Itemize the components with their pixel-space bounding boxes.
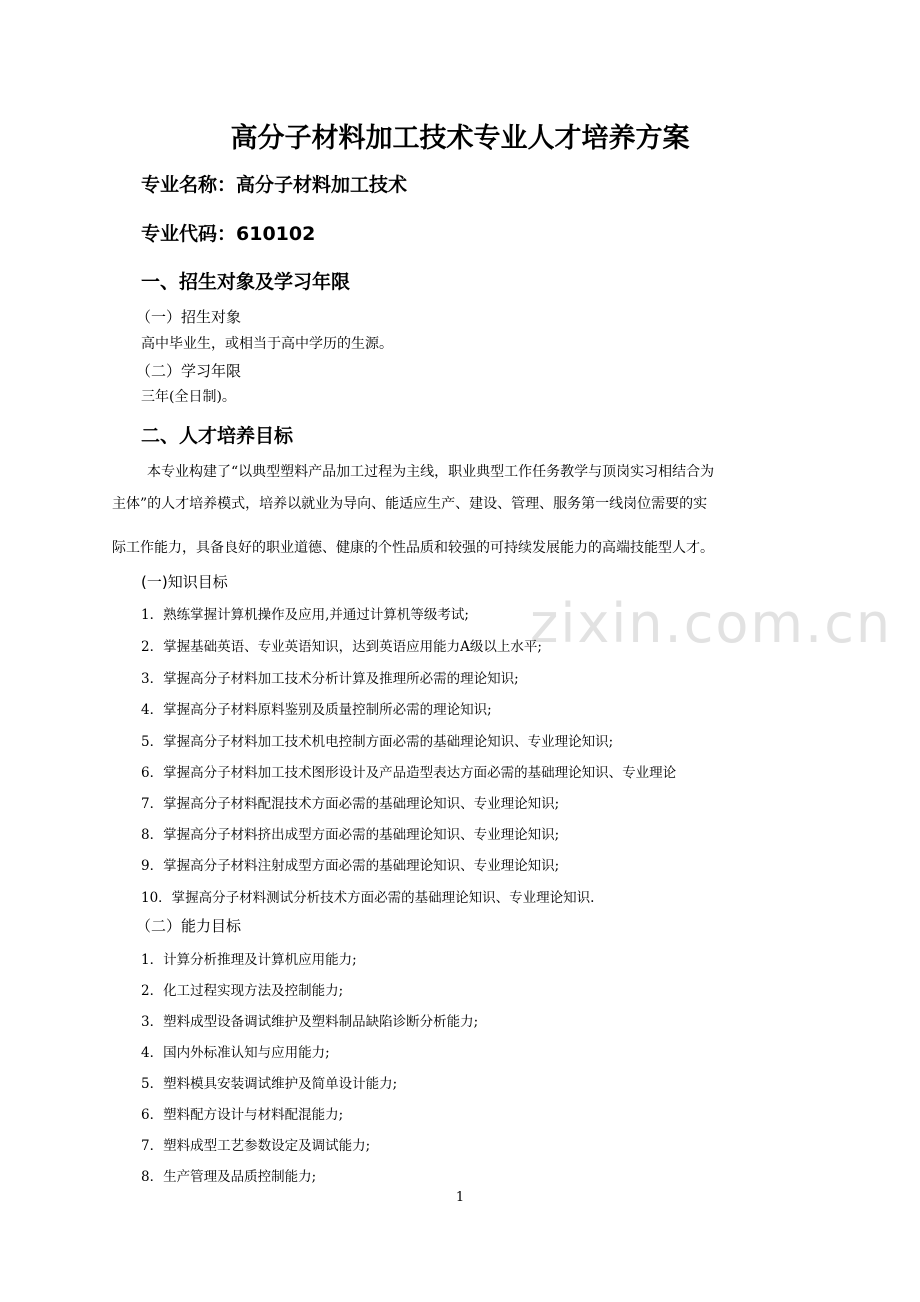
knowledge-item: 9．掌握高分子材料注射成型方面必需的基础理论知识、专业理论知识; [141, 858, 560, 874]
ability-item: 4．国内外标准认知与应用能力; [141, 1045, 330, 1061]
document-title: 高分子材料加工技术专业人才培养方案 [230, 123, 690, 154]
page-number: 1 [455, 1190, 465, 1205]
watermark: zixin.com.cn [530, 592, 893, 655]
major-code: 专业代码：610102 [141, 223, 316, 245]
section1-sub2-heading: （二）学习年限 [136, 362, 242, 380]
ability-item: 3．塑料成型设备调试维护及塑料制品缺陷诊断分析能力; [141, 1014, 479, 1030]
section1-sub2-text: 三年(全日制)。 [141, 389, 236, 405]
section1-sub1-heading: （一）招生对象 [136, 308, 242, 326]
knowledge-item: 4．掌握高分子材料原料鉴别及质量控制所必需的理论知识; [141, 702, 492, 718]
knowledge-item: 8．掌握高分子材料挤出成型方面必需的基础理论知识、专业理论知识; [141, 827, 560, 843]
section1-sub1-text: 高中毕业生，或相当于高中学历的生源。 [141, 336, 393, 352]
knowledge-item: 2．掌握基础英语、专业英语知识，达到英语应用能力A级以上水平; [141, 639, 542, 655]
ability-item: 2．化工过程实现方法及控制能力; [141, 983, 344, 999]
section2-paragraph-line: 际工作能力，具备良好的职业道德、健康的个性品质和较强的可持续发展能力的高端技能型人才。 [112, 540, 714, 556]
ability-heading: （二）能力目标 [136, 917, 242, 935]
knowledge-item: 3．掌握高分子材料加工技术分析计算及推理所必需的理论知识; [141, 671, 519, 687]
ability-item: 6．塑料配方设计与材料配混能力; [141, 1107, 344, 1123]
knowledge-heading: (一)知识目标 [141, 573, 228, 591]
major-name: 专业名称：高分子材料加工技术 [141, 174, 408, 196]
knowledge-item: 5．掌握高分子材料加工技术机电控制方面必需的基础理论知识、专业理论知识; [141, 734, 614, 750]
knowledge-item: 6．掌握高分子材料加工技术图形设计及产品造型表达方面必需的基础理论知识、专业理论 [141, 765, 677, 781]
section2-heading: 二、人才培养目标 [141, 425, 294, 447]
knowledge-item: 10．掌握高分子材料测试分析技术方面必需的基础理论知识、专业理论知识. [141, 890, 595, 906]
section1-heading: 一、招生对象及学习年限 [141, 271, 351, 293]
section2-paragraph-line: 主体”的人才培养模式，培养以就业为导向、能适应生产、建设、管理、服务第一线岗位需要的实 [112, 496, 708, 512]
ability-item: 1．计算分析推理及计算机应用能力; [141, 952, 357, 968]
knowledge-item: 7．掌握高分子材料配混技术方面必需的基础理论知识、专业理论知识; [141, 796, 560, 812]
ability-item: 7．塑料成型工艺参数设定及调试能力; [141, 1138, 371, 1154]
ability-item: 8．生产管理及品质控制能力; [141, 1169, 317, 1185]
section2-paragraph-line: 本专业构建了“以典型塑料产品加工过程为主线，职业典型工作任务教学与顶岗实习相结合为 [147, 464, 715, 480]
ability-item: 5．塑料模具安装调试维护及简单设计能力; [141, 1076, 398, 1092]
knowledge-item: 1．熟练掌握计算机操作及应用,并通过计算机等级考试; [141, 607, 469, 623]
